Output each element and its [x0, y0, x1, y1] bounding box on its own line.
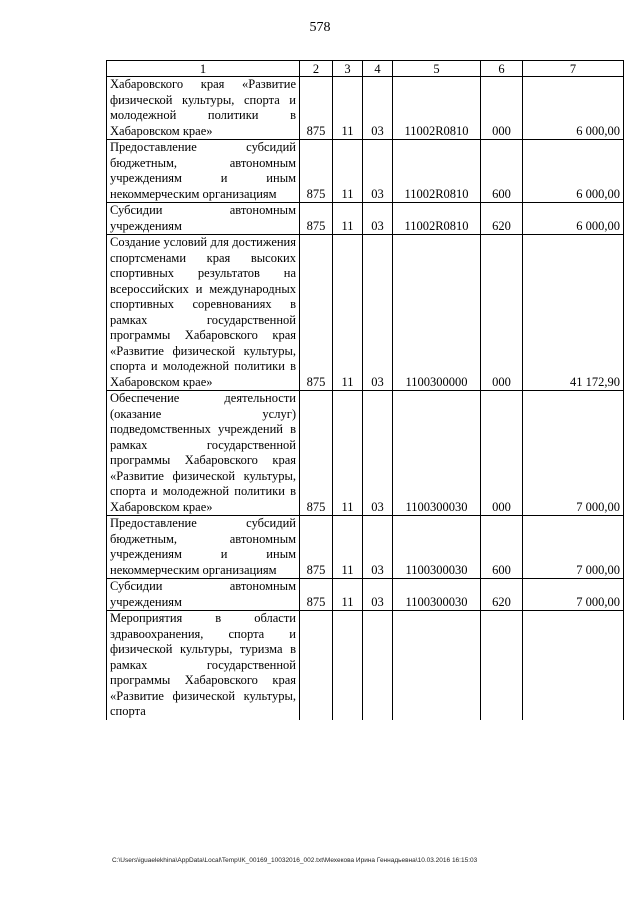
- table-row: [107, 203, 624, 235]
- table-cell: 620: [481, 203, 523, 235]
- table-cell: 11: [333, 516, 363, 579]
- column-header: 2: [300, 61, 333, 77]
- table-cell: 03: [363, 579, 393, 611]
- amount-cell: 7 000,00: [523, 579, 624, 611]
- row-name-cell: Предоставление субсидий бюджетным, автономным учреждениям и иным некоммерческим организациям: [107, 140, 300, 203]
- amount-cell: 6 000,00: [523, 203, 624, 235]
- table-cell: 03: [363, 516, 393, 579]
- column-header: 6: [481, 61, 523, 77]
- table-row: [107, 140, 624, 203]
- table-cell: 875: [300, 235, 333, 391]
- table-cell: 875: [300, 203, 333, 235]
- table-cell: 000: [481, 77, 523, 140]
- row-name-cell: Предоставление субсидий бюджетным, автономным учреждениям и иным некоммерческим организациям: [107, 516, 300, 579]
- amount-cell: 41 172,90: [523, 235, 624, 391]
- table-cell: 600: [481, 140, 523, 203]
- table-cell: 875: [300, 77, 333, 140]
- table-cell: 1100300030: [393, 579, 481, 611]
- page-number: 578: [309, 20, 331, 35]
- table-cell: 11: [333, 235, 363, 391]
- table-cell: 600: [481, 516, 523, 579]
- column-header: 3: [333, 61, 363, 77]
- table-cell: 11: [333, 579, 363, 611]
- amount-cell: 7 000,00: [523, 391, 624, 516]
- table-cell: [333, 611, 363, 720]
- table-cell: 1100300030: [393, 391, 481, 516]
- table-cell: 875: [300, 391, 333, 516]
- row-name-cell: Создание условий для достижения спортсменами края высоких спортивных результатов на всероссийских и международных спортивных соревнованиях в рамках государственной программы Хабаровского края «Развитие физической культуры, спорта и молодежной политики в Хабаровском крае»: [107, 235, 300, 391]
- table-cell: 11002R0810: [393, 140, 481, 203]
- table-cell: 11: [333, 203, 363, 235]
- table-cell: 000: [481, 235, 523, 391]
- table-row: [107, 391, 624, 516]
- table-cell: 000: [481, 391, 523, 516]
- table-cell: 03: [363, 140, 393, 203]
- table-cell: 11: [333, 77, 363, 140]
- budget-table: [106, 60, 624, 720]
- amount-cell: [523, 611, 624, 720]
- file-path-footer: C:\Users\iguaelekhina\AppData\Local\Temp\IK_00169_10032016_002.txt\Мехекова Ирина Геннадьевна\10.03.2016 16:15:03: [112, 857, 478, 864]
- amount-cell: 6 000,00: [523, 77, 624, 140]
- column-header: 7: [523, 61, 624, 77]
- table-row: [107, 516, 624, 579]
- amount-cell: 7 000,00: [523, 516, 624, 579]
- row-name-cell: Субсидии автономным учреждениям: [107, 203, 300, 235]
- table-cell: 03: [363, 203, 393, 235]
- column-header: 5: [393, 61, 481, 77]
- table-cell: 11002R0810: [393, 203, 481, 235]
- table-header-row: [107, 61, 624, 77]
- table-cell: [393, 611, 481, 720]
- table-cell: 11002R0810: [393, 77, 481, 140]
- table-cell: 875: [300, 579, 333, 611]
- row-name-cell: Субсидии автономным учреждениям: [107, 579, 300, 611]
- table-row: [107, 611, 624, 720]
- table-row: [107, 235, 624, 391]
- row-name-cell: Обеспечение деятельности (оказание услуг) подведомственных учреждений в рамках государственной программы Хабаровского края «Развитие физической культуры, спорта и молодежной политики в Хабаровском крае»: [107, 391, 300, 516]
- table-cell: 03: [363, 235, 393, 391]
- table-row: [107, 77, 624, 140]
- table-cell: 1100300030: [393, 516, 481, 579]
- table-cell: [481, 611, 523, 720]
- table-cell: [300, 611, 333, 720]
- table-cell: 03: [363, 77, 393, 140]
- table-cell: [363, 611, 393, 720]
- table-cell: 11: [333, 140, 363, 203]
- table-cell: 620: [481, 579, 523, 611]
- table-cell: 875: [300, 140, 333, 203]
- table-cell: 03: [363, 391, 393, 516]
- table-cell: 1100300000: [393, 235, 481, 391]
- row-name-cell: Хабаровского края «Развитие физической культуры, спорта и молодежной политики в Хабаровском крае»: [107, 77, 300, 140]
- table-cell: 11: [333, 391, 363, 516]
- amount-cell: 6 000,00: [523, 140, 624, 203]
- column-header: 1: [107, 61, 300, 77]
- column-header: 4: [363, 61, 393, 77]
- table-row: [107, 579, 624, 611]
- row-name-cell: Мероприятия в области здравоохранения, спорта и физической культуры, туризма в рамках государственной программы Хабаровского края «Развитие физической культуры, спорта: [107, 611, 300, 720]
- table-cell: 875: [300, 516, 333, 579]
